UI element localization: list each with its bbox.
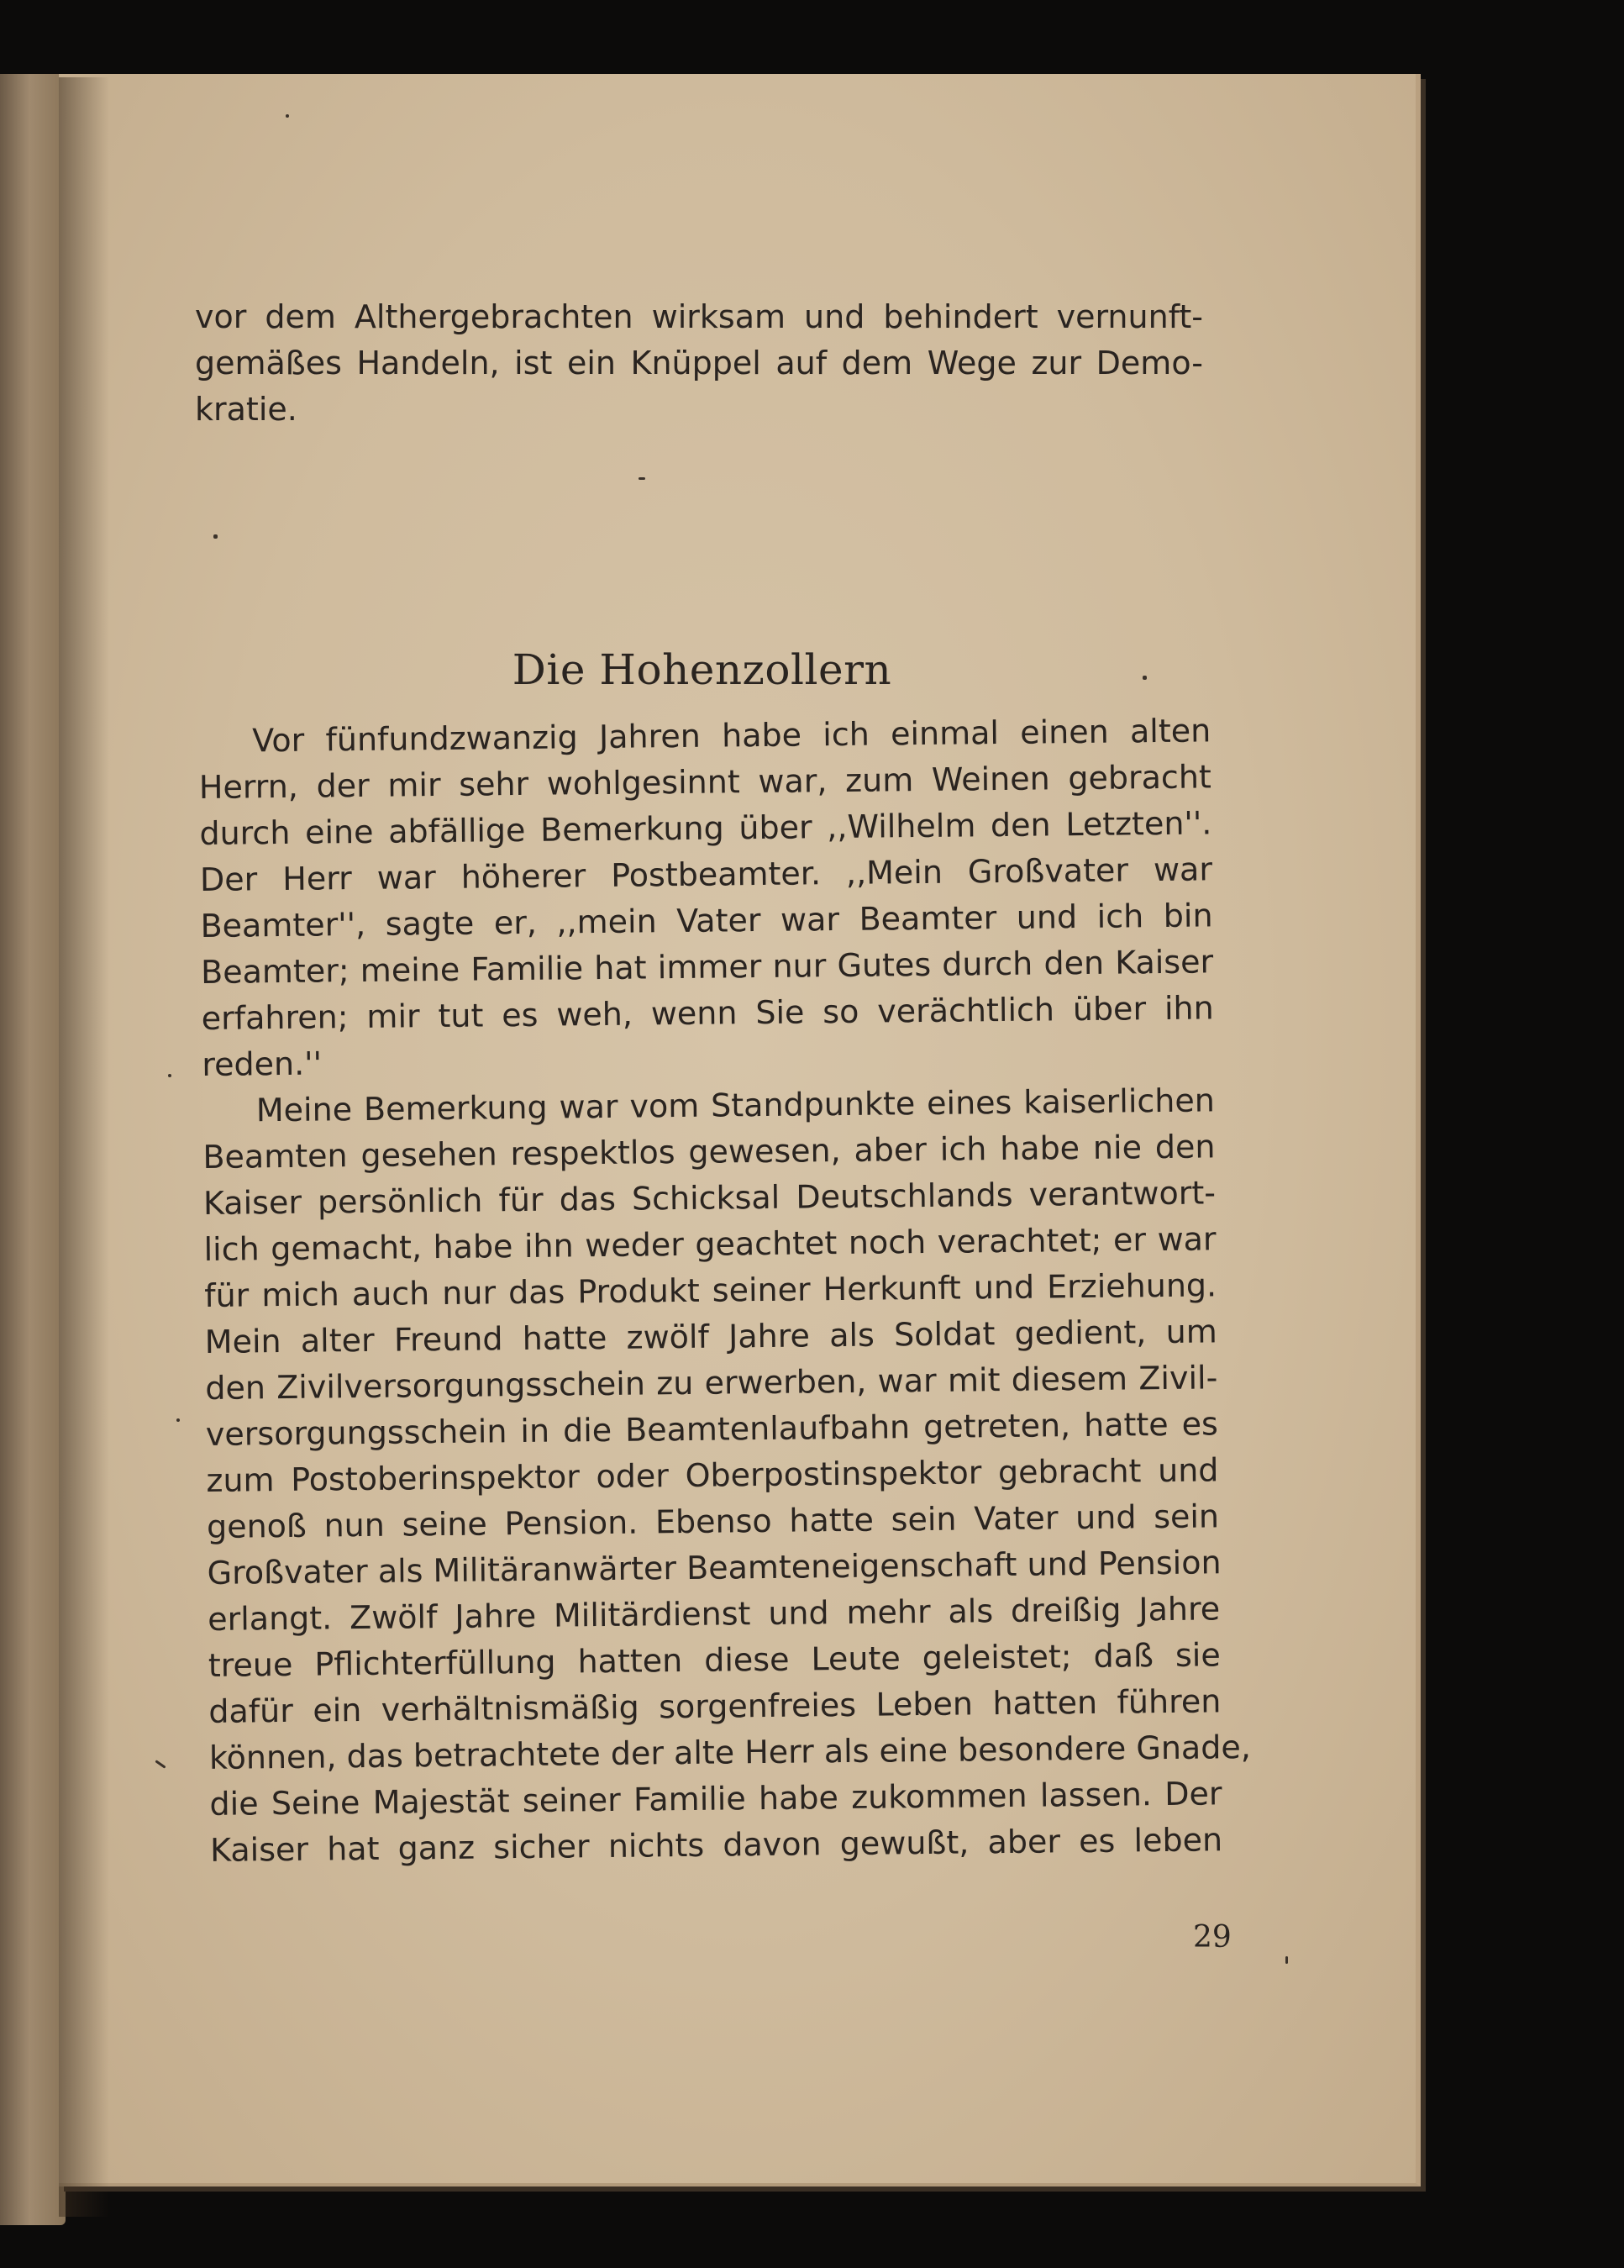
- text-line: Der Herr war höherer Postbeamter. ,,Mein Großvater war: [199, 850, 1213, 898]
- text-line: versorgungsschein in die Beamtenlaufbahn getreten, hatte es: [205, 1405, 1219, 1453]
- paper-speck: [176, 1418, 180, 1422]
- text-line: erfahren; mir tut es weh, wenn Sie so verächtlich über ihn: [201, 989, 1214, 1037]
- text-line: Kaiser persönlich für das Schicksal Deutschlands verantwort-: [202, 1174, 1217, 1222]
- text-line: Beamter; meine Familie hat immer nur Gutes durch den Kaiser: [200, 943, 1214, 991]
- text-line: durch eine abfällige Bemerkung über ,,Wilhelm den Letzten''.: [199, 804, 1212, 852]
- paper-speck: [639, 477, 645, 480]
- opening-paragraph: [195, 294, 1203, 433]
- text-line: den Zivilversorgungsschein zu erwerben, war mit diesem Zivil-: [205, 1359, 1218, 1407]
- text-line: Mein alter Freund hatte zwölf Jahre als Soldat gedient, um: [204, 1313, 1217, 1360]
- paper-speck: [1285, 1956, 1288, 1964]
- text-line: zum Postoberinspektor oder Oberpostinspektor gebracht und: [206, 1451, 1219, 1499]
- paper-speck: [155, 1760, 166, 1768]
- text-line: Vor fünfundzwanzig Jahren habe ich einmal einen alten: [252, 712, 1211, 760]
- text-line: kratie.: [195, 391, 297, 428]
- text-line: Großvater als Militäranwärter Beamteneigenschaft und Pension: [207, 1544, 1222, 1592]
- text-line: dafür ein verhältnismäßig sorgenfreies Leben hatten führen: [208, 1682, 1222, 1730]
- text-line: Beamter'', sagte er, ,,mein Vater war Beamter und ich bin: [200, 897, 1213, 945]
- left-page-edge: [0, 74, 66, 2225]
- gutter-shadow: [59, 77, 109, 2217]
- text-line: erlangt. Zwölf Jahre Militärdienst und mehr als dreißig Jahre: [207, 1590, 1221, 1638]
- paper-speck: [286, 114, 289, 118]
- text-line: reden.'': [202, 1045, 323, 1083]
- text-line: lich gemacht, habe ihn weder geachtet noch verachtet; er war: [203, 1220, 1217, 1268]
- text-line: Kaiser hat ganz sicher nichts davon gewußt, aber es leben: [209, 1821, 1223, 1869]
- text-line: genoß nun seine Pension. Ebenso hatte sein Vater und sein: [206, 1497, 1220, 1545]
- text-line: Herrn, der mir sehr wohlgesinnt war, zum Weinen gebracht: [198, 758, 1212, 806]
- paper-speck: [168, 1074, 171, 1077]
- text-line: für mich auch nur das Produkt seiner Herkunft und Erziehung.: [203, 1266, 1217, 1314]
- text-line: treue Pflichterfüllung hatten diese Leute geleistet; daß sie: [208, 1636, 1221, 1684]
- text-line: Beamten gesehen respektlos gewesen, aber ich habe nie den: [202, 1128, 1216, 1176]
- text-line: Meine Bemerkung war vom Standpunkte eines kaiserlichen: [255, 1081, 1216, 1129]
- text-line: vor dem Althergebrachten wirksam und behindert vernunft-: [195, 298, 1203, 335]
- page-number: 29: [1193, 1920, 1232, 1955]
- text-line: gemäßes Handeln, ist ein Knüppel auf dem Wege zur Demo-: [195, 345, 1203, 382]
- text-line: die Seine Majestät seiner Familie habe zukommen lassen. Der: [209, 1775, 1222, 1823]
- chapter-body: [198, 708, 1252, 1874]
- text-line: können, das betrachtete der alte Herr als eine besondere Gnade,: [208, 1728, 1252, 1776]
- chapter-title: Die Hohenzollern: [512, 645, 892, 694]
- paper-speck: [213, 534, 218, 539]
